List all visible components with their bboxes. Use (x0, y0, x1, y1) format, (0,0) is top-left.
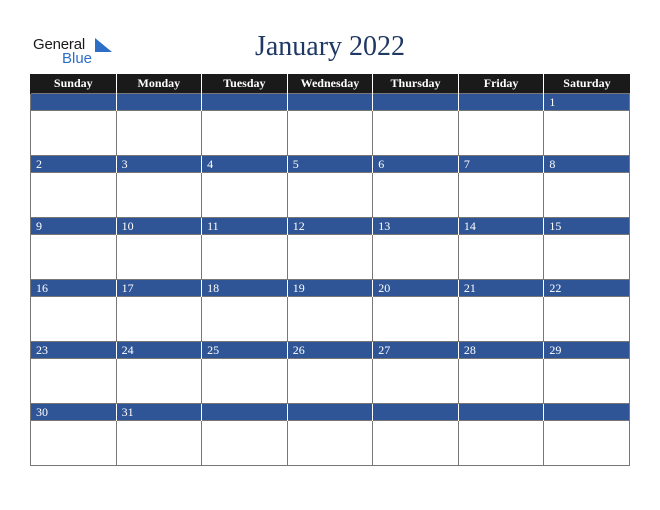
day-number: 21 (458, 280, 544, 297)
day-cell[interactable] (458, 297, 544, 342)
day-number: 20 (373, 280, 459, 297)
day-cell[interactable] (202, 173, 288, 218)
day-cell[interactable] (373, 111, 459, 156)
day-number (116, 94, 202, 111)
day-number: 3 (116, 156, 202, 173)
day-number (458, 94, 544, 111)
calendar-title: January 2022 (254, 31, 406, 62)
day-cell[interactable] (202, 359, 288, 404)
day-cell[interactable] (544, 297, 630, 342)
day-cell[interactable] (116, 173, 202, 218)
day-cell[interactable] (31, 297, 117, 342)
week-number-row (31, 94, 630, 111)
day-cell[interactable] (287, 297, 373, 342)
day-cell[interactable] (287, 235, 373, 280)
day-number: 23 (31, 342, 117, 359)
day-number (373, 94, 459, 111)
day-cell[interactable] (31, 359, 117, 404)
day-cell[interactable] (116, 297, 202, 342)
week-notes-row (31, 421, 630, 466)
day-number (373, 404, 459, 421)
day-cell[interactable] (373, 297, 459, 342)
week-number-row (31, 156, 630, 173)
day-cell[interactable] (544, 235, 630, 280)
day-number: 10 (116, 218, 202, 235)
week-number-row (31, 404, 630, 421)
day-cell[interactable] (458, 235, 544, 280)
day-number: 7 (458, 156, 544, 173)
day-cell[interactable] (202, 421, 288, 466)
weekday-wednesday: Wednesday (287, 74, 373, 94)
logo-text-general: General (33, 36, 85, 53)
week-number-row (31, 218, 630, 235)
day-cell[interactable] (458, 421, 544, 466)
day-cell[interactable] (116, 359, 202, 404)
weekday-thursday: Thursday (373, 74, 459, 94)
day-number: 22 (544, 280, 630, 297)
day-number: 2 (31, 156, 117, 173)
day-number: 28 (458, 342, 544, 359)
day-number: 27 (373, 342, 459, 359)
day-number: 26 (287, 342, 373, 359)
weekday-sunday: Sunday (31, 74, 117, 94)
day-cell[interactable] (202, 235, 288, 280)
weekday-saturday: Saturday (544, 74, 630, 94)
day-number: 25 (202, 342, 288, 359)
day-number: 4 (202, 156, 288, 173)
week-notes-row (31, 297, 630, 342)
day-cell[interactable] (287, 173, 373, 218)
day-number (544, 404, 630, 421)
day-number (287, 404, 373, 421)
day-cell[interactable] (116, 235, 202, 280)
day-cell[interactable] (373, 235, 459, 280)
day-number: 16 (31, 280, 117, 297)
day-cell[interactable] (31, 235, 117, 280)
day-number: 15 (544, 218, 630, 235)
day-cell[interactable] (544, 421, 630, 466)
week-notes-row (31, 359, 630, 404)
week-notes-row (31, 173, 630, 218)
day-cell[interactable] (116, 421, 202, 466)
day-number: 8 (544, 156, 630, 173)
week-notes-row (31, 235, 630, 280)
day-number: 29 (544, 342, 630, 359)
day-cell[interactable] (287, 359, 373, 404)
day-number (202, 404, 288, 421)
day-number: 11 (202, 218, 288, 235)
calendar-grid (30, 74, 630, 466)
day-number: 1 (544, 94, 630, 111)
day-cell[interactable] (458, 359, 544, 404)
day-number: 5 (287, 156, 373, 173)
logo-text-blue: Blue (62, 50, 93, 67)
day-number: 19 (287, 280, 373, 297)
day-cell[interactable] (373, 421, 459, 466)
day-cell[interactable] (458, 173, 544, 218)
day-number: 6 (373, 156, 459, 173)
day-cell[interactable] (458, 111, 544, 156)
day-number (287, 94, 373, 111)
day-cell[interactable] (202, 111, 288, 156)
day-cell[interactable] (287, 421, 373, 466)
day-cell[interactable] (31, 173, 117, 218)
day-number: 12 (287, 218, 373, 235)
day-number: 13 (373, 218, 459, 235)
weekday-friday: Friday (458, 74, 544, 94)
day-number: 24 (116, 342, 202, 359)
week-number-row (31, 342, 630, 359)
weekday-monday: Monday (116, 74, 202, 94)
day-number (31, 94, 117, 111)
day-cell[interactable] (31, 111, 117, 156)
weekday-tuesday: Tuesday (202, 74, 288, 94)
day-cell[interactable] (544, 173, 630, 218)
day-number (202, 94, 288, 111)
day-number: 30 (31, 404, 117, 421)
day-number: 9 (31, 218, 117, 235)
day-cell[interactable] (373, 359, 459, 404)
day-number: 31 (116, 404, 202, 421)
day-cell[interactable] (287, 111, 373, 156)
day-cell[interactable] (544, 111, 630, 156)
day-number: 17 (116, 280, 202, 297)
weekday-header-row (31, 74, 630, 94)
day-cell[interactable] (202, 297, 288, 342)
calendar-body (31, 94, 630, 466)
day-number (458, 404, 544, 421)
day-cell[interactable] (116, 111, 202, 156)
day-cell[interactable] (373, 173, 459, 218)
day-cell[interactable] (544, 359, 630, 404)
day-cell[interactable] (31, 421, 117, 466)
week-notes-row (31, 111, 630, 156)
day-number: 18 (202, 280, 288, 297)
day-number: 14 (458, 218, 544, 235)
week-number-row (31, 280, 630, 297)
